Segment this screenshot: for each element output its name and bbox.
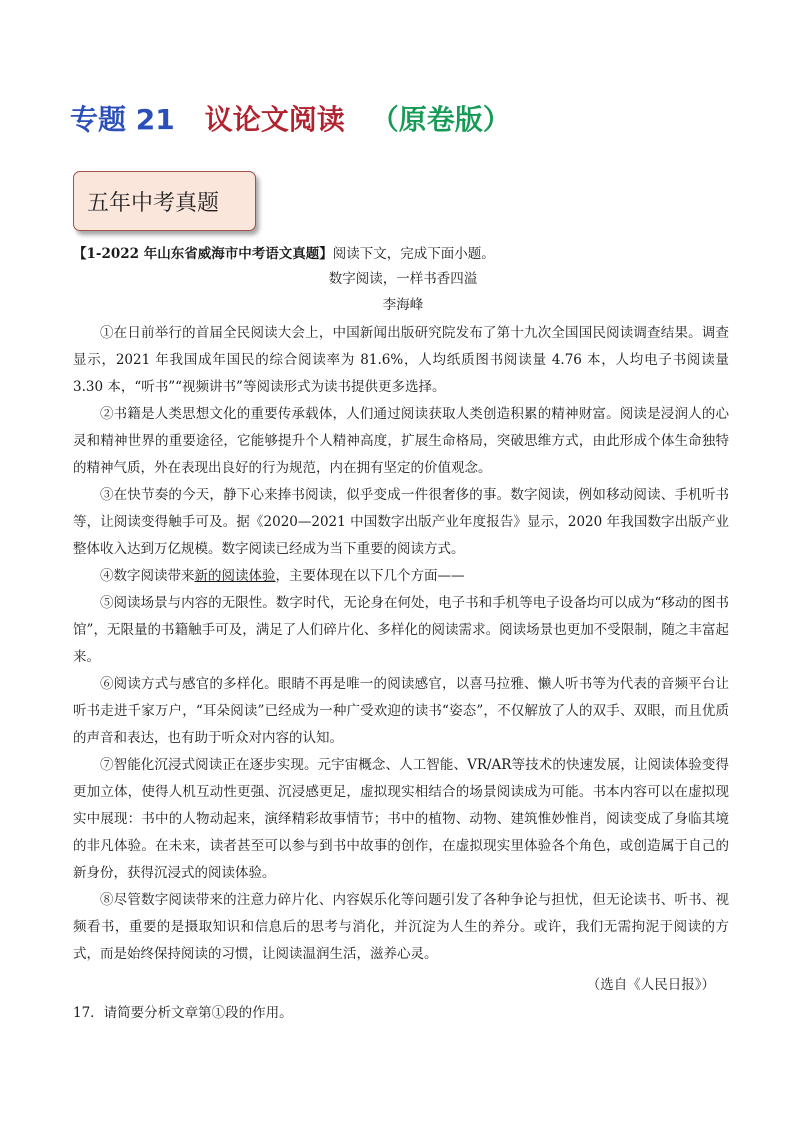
paragraph-8: ⑧尽管数字阅读带来的注意力碎片化、内容娱乐化等问题引发了各种争论与担忧，但无论读书、听书、视频看书，重要的是摄取知识和信息后的思考与消化，并沉淀为人生的养分。或许，我们无需拘泥于阅读的方式，而是始终保持阅读的习惯，让阅读温润生活，滋养心灵。	[73, 892, 729, 962]
section-label-box	[73, 171, 256, 231]
section-label: 五年中考真题	[87, 190, 220, 216]
paragraph-3: ③在快节奏的今天，静下心来捧书阅读，似乎变成一件很奢侈的事。数字阅读，例如移动阅读、手机听书等，让阅读变得触手可及。据《2020—2021 中国数字出版产业年度报告》显示，2020 年我国数字出版产业整体收入达到万亿规模。数字阅读已经成为当下重要的阅读方式。	[73, 487, 729, 557]
page-title	[70, 100, 730, 140]
question-source	[73, 243, 733, 265]
paragraph-2: ②书籍是人类思想文化的重要传承载体，人们通过阅读获取人类创造积累的精神财富。阅读是浸润人的心灵和精神世界的重要途径，它能够提升个人精神高度，扩展生命格局，突破思维方式，由此形成个体生命独特的精神气质，外在表现出良好的行为规范，内在拥有坚定的价值观念。	[73, 406, 729, 476]
title-edition: （原卷版）	[370, 103, 511, 136]
citation: （选自《人民日报》）	[586, 977, 715, 993]
title-topic-name: 议论文阅读	[204, 103, 345, 136]
paragraph-4-before: ④数字阅读带来	[100, 568, 195, 584]
paragraph-4-underlined: 新的阅读体验	[194, 568, 276, 584]
article-author: 李海峰	[382, 297, 424, 313]
article-title: 数字阅读，一样书香四溢	[328, 271, 478, 287]
paragraph-4-after: ，主要体现在以下几个方面——	[275, 568, 465, 584]
source-bold: 【1-2022 年山东省威海市中考语文真题】	[73, 246, 333, 262]
title-topic-number: 专题 21	[70, 103, 175, 136]
article-body	[73, 320, 729, 968]
paragraph-5: ⑤阅读场景与内容的无限性。数字时代，无论身在何处，电子书和手机等电子设备均可以成为“移动的图书馆”，无限量的书籍触手可及，满足了人们碎片化、多样化的阅读需求。阅读场景也更加不受限制，随之丰富起来。	[73, 595, 729, 665]
question-17: 17．请简要分析文章第①段的作用。	[73, 1005, 293, 1021]
source-instruction: 阅读下文，完成下面小题。	[332, 246, 495, 262]
paragraph-4	[73, 563, 729, 590]
paragraph-1: ①在日前举行的首届全民阅读大会上，中国新闻出版研究院发布了第十九次全国国民阅读调查结果。调查显示，2021 年我国成年国民的综合阅读率为 81.6%，人均纸质图书阅读量 4.76 本，人均电子书阅读量 3.30 本，“听书”“视频讲书”等阅读形式为读书提供更多选择。	[73, 325, 729, 395]
paragraph-7: ⑦智能化沉浸式阅读正在逐步实现。元宇宙概念、人工智能、VR/AR等技术的快速发展，让阅读体验变得更加立体，使得人机互动性更强、沉浸感更足，虚拟现实相结合的场景阅读成为可能。书本内容可以在虚拟现实中展现：书中的人物动起来，演绎精彩故事情节；书中的植物、动物、建筑惟妙惟肖，阅读变成了身临其境的非凡体验。在未来，读者甚至可以参与到书中故事的创作，在虚拟现实里体验各个角色，或创造属于自己的新身份，获得沉浸式的阅读体验。	[73, 757, 729, 881]
paragraph-6: ⑥阅读方式与感官的多样化。眼睛不再是唯一的阅读感官，以喜马拉雅、懒人听书等为代表的音频平台让听书走进千家万户，“耳朵阅读”已经成为一种广受欢迎的读书“姿态”，不仅解放了人的双手、双眼，而且优质的声音和表达，也有助于听众对内容的认知。	[73, 676, 729, 746]
